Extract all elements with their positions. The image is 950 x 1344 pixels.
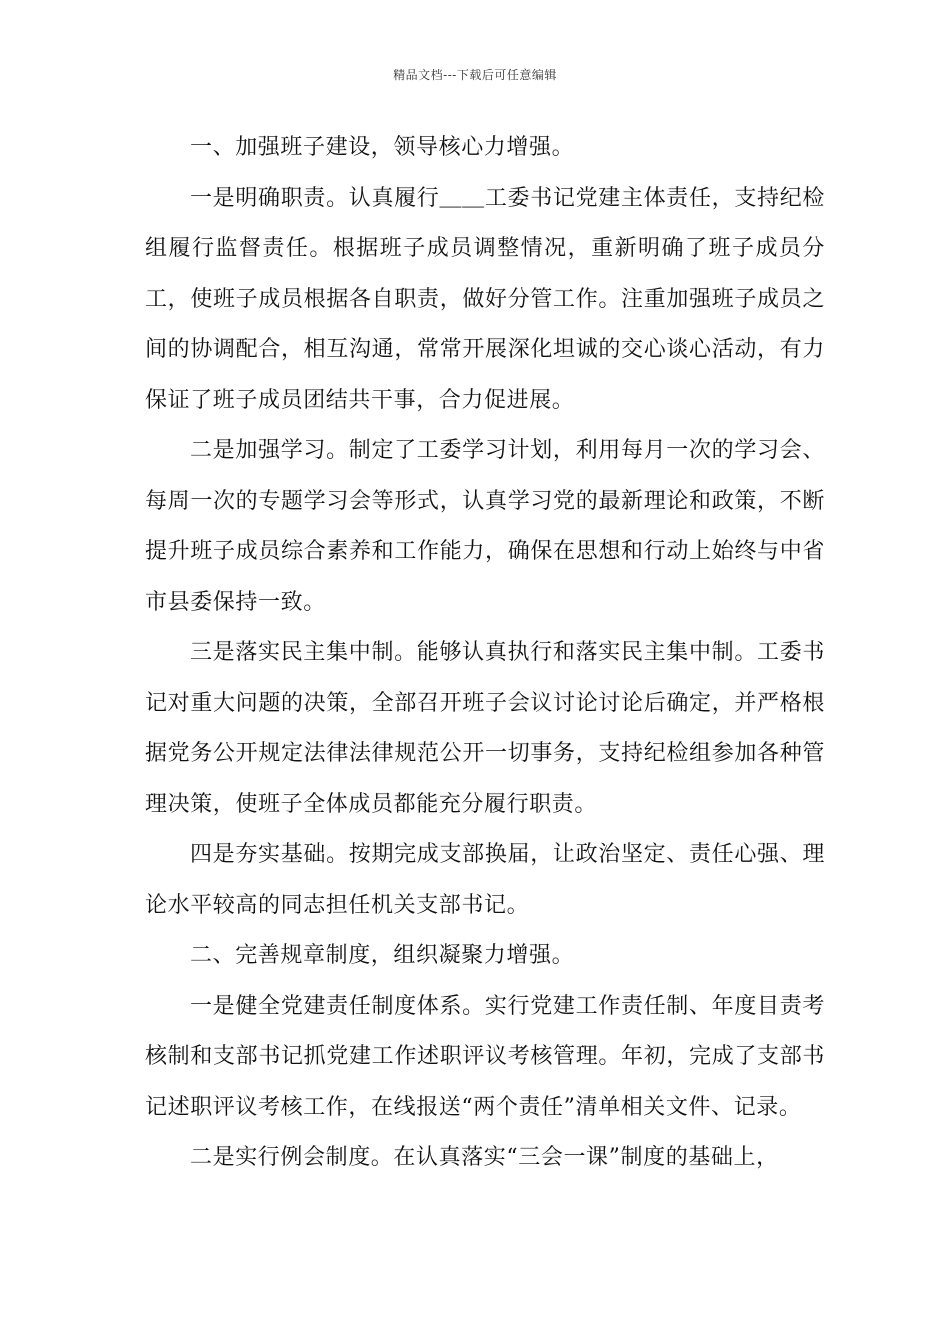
paragraph-consolidate-foundation: 四是夯实基础。按期完成支部换届，让政治坚定、责任心强、理论水平较高的同志担任机关支部书记。 [145,842,825,918]
paragraph-responsibility-system: 一是健全党建责任制度体系。实行党建工作责任制、年度目责考核制和支部书记抓党建工作述职评议考核管理。年初，完成了支部书记述职评议考核工作，在线报送“两个责任”清单相关文件、记录。 [145,993,825,1120]
section-heading-2: 二、完善规章制度，组织凝聚力增强。 [190,943,575,968]
document-body [145,123,825,1184]
section-heading-1: 一、加强班子建设，领导核心力增强。 [190,135,575,160]
paragraph-regular-meetings: 二是实行例会制度。在认真落实“三会一课”制度的基础上， [190,1145,779,1170]
paragraph-democratic-centralism: 三是落实民主集中制。能够认真执行和落实民主集中制。工委书记对重大问题的决策，全部召开班子会议讨论讨论后确定，并严格根据党务公开规定法律法律规范公开一切事务，支持纪检组参加各种管理决策，使班子全体成员都能充分履行职责。 [145,640,825,817]
paragraph-strengthen-study: 二是加强学习。制定了工委学习计划，利用每月一次的学习会、每周一次的专题学习会等形式，认真学习党的最新理论和政策，不断提升班子成员综合素养和工作能力，确保在思想和行动上始终与中省市县委保持一致。 [145,438,825,615]
page-header: 精品文档---下载后可任意编辑 [393,68,557,82]
paragraph-clarify-duties: 一是明确职责。认真履行＿＿工委书记党建主体责任，支持纪检组履行监督责任。根据班子成员调整情况，重新明确了班子成员分工，使班子成员根据各自职责，做好分管工作。注重加强班子成员之间的协调配合，相互沟通，常常开展深化坦诚的交心谈心活动，有力保证了班子成员团结共干事，合力促进展。 [145,185,825,413]
